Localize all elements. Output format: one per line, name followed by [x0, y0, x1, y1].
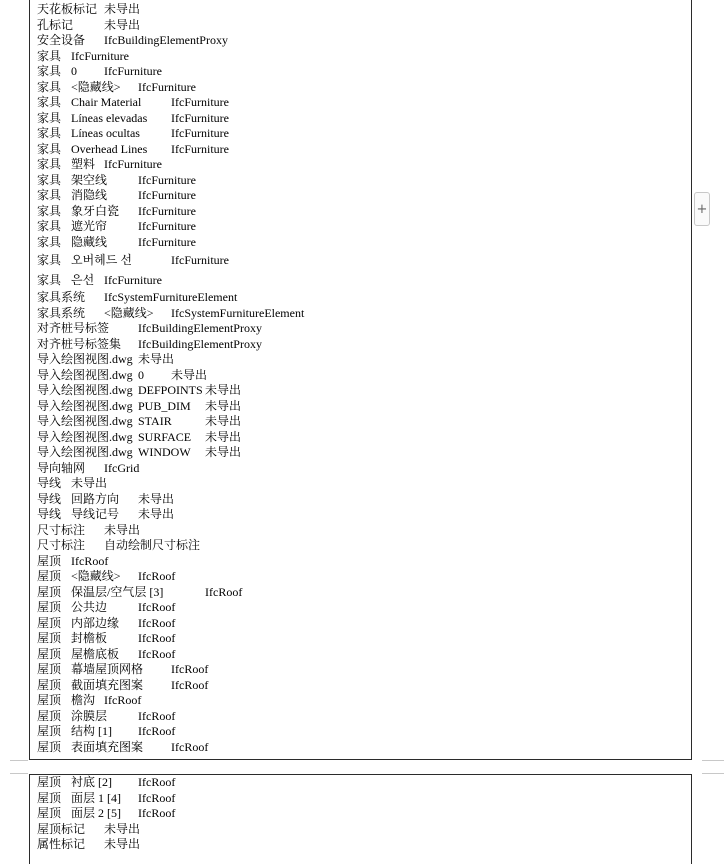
- category-cell: 导入绘图视图.dwg: [37, 398, 133, 413]
- category-cell: 家具: [37, 172, 62, 187]
- category-cell: 导入绘图视图.dwg: [37, 414, 133, 428]
- document-page-1: [29, 0, 692, 760]
- category-cell: 屋顶: [37, 569, 62, 583]
- category-cell: 屋顶: [37, 708, 62, 723]
- category-cell: 家具: [37, 64, 62, 78]
- category-cell: 家具: [37, 203, 62, 218]
- ifc-class-cell: IfcRoof: [205, 584, 243, 599]
- document-page-2: [29, 774, 692, 864]
- ifc-class-cell: IfcRoof: [171, 662, 209, 676]
- expand-plus-button[interactable]: [694, 192, 710, 226]
- ifc-class-cell: IfcRoof: [104, 693, 142, 707]
- subcategory-cell: Líneas ocultas: [71, 126, 140, 140]
- subcategory-cell: 面层 2 [5]: [71, 806, 121, 820]
- ifc-class-cell: IfcRoof: [171, 677, 209, 692]
- page-break-mark-right: [702, 773, 724, 774]
- category-cell: 家具: [37, 141, 62, 156]
- subcategory-cell: STAIR: [138, 414, 172, 428]
- subcategory-cell: Líneas elevadas: [71, 110, 148, 125]
- ifc-class-cell: IfcRoof: [138, 724, 176, 738]
- category-cell: 尺寸标注: [37, 538, 86, 552]
- category-cell: 导入绘图视图.dwg: [37, 445, 133, 459]
- subcategory-cell: 自动绘制尺寸标注: [104, 538, 201, 552]
- category-cell: 屋顶: [37, 615, 62, 630]
- ifc-class-cell: 未导出: [205, 414, 242, 428]
- category-cell: 家具: [37, 79, 62, 94]
- category-cell: 屋顶: [37, 662, 62, 676]
- subcategory-cell: 塑料: [71, 157, 96, 171]
- ifc-class-cell: IfcFurniture: [138, 188, 196, 202]
- category-cell: 家具系统: [37, 290, 86, 304]
- subcategory-cell: <隐藏线>: [71, 79, 121, 94]
- subcategory-cell: 导线记号: [71, 507, 120, 521]
- ifc-class-cell: IfcRoof: [138, 790, 176, 805]
- subcategory-cell: 은선: [71, 273, 95, 287]
- category-cell: 家具系统: [37, 305, 86, 320]
- category-cell: 家具: [37, 95, 62, 109]
- ifc-class-cell: 未导出: [205, 383, 242, 397]
- category-cell: 屋顶: [37, 806, 62, 820]
- category-cell: 屋顶: [37, 739, 62, 754]
- ifc-class-cell: 未导出: [138, 507, 175, 521]
- category-cell: 天花板标记: [37, 2, 98, 16]
- subcategory-cell: <隐藏线>: [104, 305, 154, 320]
- ifc-class-cell: IfcRoof: [138, 708, 176, 723]
- ifc-class-cell: 未导出: [205, 445, 242, 459]
- category-cell: 孔标记: [37, 17, 74, 32]
- category-cell: 家具: [37, 157, 62, 171]
- ifc-class-cell: 未导出: [71, 476, 108, 490]
- category-cell: 导入绘图视图.dwg: [37, 429, 133, 444]
- ifc-class-cell: 未导出: [104, 2, 141, 16]
- category-cell: 家具: [37, 253, 62, 267]
- ifc-class-cell: IfcFurniture: [138, 234, 196, 249]
- category-cell: 屋顶: [37, 631, 62, 645]
- category-cell: 家具: [37, 48, 62, 63]
- subcategory-cell: Overhead Lines: [71, 141, 148, 156]
- ifc-class-cell: IfcFurniture: [138, 172, 196, 187]
- ifc-class-cell: IfcRoof: [138, 615, 176, 630]
- category-cell: 尺寸标注: [37, 522, 86, 537]
- category-cell: 屋顶: [37, 693, 62, 707]
- ifc-class-cell: IfcFurniture: [71, 48, 129, 63]
- ifc-class-cell: IfcRoof: [138, 631, 176, 645]
- category-cell: 家具: [37, 110, 62, 125]
- ifc-class-cell: IfcRoof: [138, 600, 176, 614]
- ifc-class-cell: 未导出: [104, 17, 141, 32]
- subcategory-cell: 檐沟: [71, 693, 96, 707]
- subcategory-cell: 保温层/空气层 [3]: [71, 584, 164, 599]
- category-cell: 导线: [37, 476, 62, 490]
- page-break-mark-left: [10, 760, 28, 761]
- ifc-class-cell: IfcRoof: [138, 775, 176, 789]
- category-cell: 屋顶标记: [37, 821, 86, 836]
- ifc-class-cell: IfcFurniture: [138, 219, 196, 233]
- category-cell: 导入绘图视图.dwg: [37, 367, 133, 382]
- ifc-class-cell: 未导出: [104, 522, 141, 537]
- ifc-class-cell: IfcFurniture: [171, 141, 229, 156]
- ifc-class-cell: 未导出: [205, 429, 242, 444]
- ifc-class-cell: 未导出: [104, 837, 141, 851]
- subcategory-cell: Chair Material: [71, 95, 142, 109]
- category-cell: 导线: [37, 491, 62, 506]
- ifc-class-cell: IfcFurniture: [171, 253, 229, 267]
- ifc-class-cell: 未导出: [138, 491, 175, 506]
- category-cell: 家具: [37, 188, 62, 202]
- subcategory-cell: WINDOW: [138, 445, 191, 459]
- ifc-class-cell: 未导出: [138, 352, 175, 366]
- subcategory-cell: <隐藏线>: [71, 569, 121, 583]
- ifc-class-cell: IfcFurniture: [171, 95, 229, 109]
- ifc-class-cell: IfcSystemFurnitureElement: [104, 290, 238, 304]
- subcategory-cell: 衬底 [2]: [71, 775, 112, 789]
- ifc-class-cell: IfcRoof: [171, 739, 209, 754]
- page-break-mark-left: [10, 773, 28, 774]
- category-cell: 安全设备: [37, 33, 86, 47]
- category-cell: 对齐桩号标签: [37, 321, 110, 335]
- ifc-class-cell: IfcRoof: [71, 553, 109, 568]
- ifc-class-cell: IfcGrid: [104, 460, 140, 475]
- subcategory-cell: 遮光帘: [71, 219, 108, 233]
- ifc-class-cell: IfcFurniture: [171, 110, 229, 125]
- subcategory-cell: 截面填充图案: [71, 677, 144, 692]
- subcategory-cell: 结构 [1]: [71, 724, 112, 738]
- category-cell: 家具: [37, 219, 62, 233]
- subcategory-cell: PUB_DIM: [138, 398, 191, 413]
- ifc-class-cell: IfcBuildingElementProxy: [138, 336, 262, 351]
- category-cell: 家具: [37, 126, 62, 140]
- category-cell: 屋顶: [37, 646, 62, 661]
- subcategory-cell: 公共边: [71, 600, 108, 614]
- category-cell: 屋顶: [37, 553, 62, 568]
- category-cell: 屋顶: [37, 677, 62, 692]
- subcategory-cell: 象牙白瓷: [71, 203, 120, 218]
- ifc-class-cell: IfcRoof: [138, 569, 176, 583]
- subcategory-cell: 오버헤드 선: [71, 253, 132, 267]
- subcategory-cell: SURFACE: [138, 429, 192, 444]
- ifc-class-cell: IfcBuildingElementProxy: [138, 321, 262, 335]
- category-cell: 屋顶: [37, 600, 62, 614]
- ifc-class-cell: IfcFurniture: [104, 64, 162, 78]
- category-cell: 属性标记: [37, 837, 86, 851]
- subcategory-cell: 回路方向: [71, 491, 120, 506]
- subcategory-cell: 消隐线: [71, 188, 108, 202]
- category-cell: 导线: [37, 507, 62, 521]
- ifc-class-cell: IfcFurniture: [104, 157, 162, 171]
- ifc-class-cell: IfcFurniture: [171, 126, 229, 140]
- ifc-class-cell: IfcFurniture: [138, 79, 196, 94]
- ifc-class-cell: IfcFurniture: [138, 203, 196, 218]
- ifc-class-cell: 未导出: [171, 367, 208, 382]
- subcategory-cell: 表面填充图案: [71, 739, 144, 754]
- subcategory-cell: 面层 1 [4]: [71, 790, 121, 805]
- subcategory-cell: 0: [138, 367, 144, 382]
- subcategory-cell: 屋檐底板: [71, 646, 120, 661]
- subcategory-cell: 0: [71, 64, 77, 78]
- category-cell: 对齐桩号标签集: [37, 336, 122, 351]
- category-cell: 导入绘图视图.dwg: [37, 383, 133, 397]
- subcategory-cell: 封檐板: [71, 631, 108, 645]
- category-cell: 屋顶: [37, 584, 62, 599]
- category-cell: 家具: [37, 234, 62, 249]
- subcategory-cell: 幕墙屋顶网格: [71, 662, 144, 676]
- ifc-class-cell: IfcRoof: [138, 646, 176, 661]
- page-break-mark-right: [702, 760, 724, 761]
- subcategory-cell: 涂膜层: [71, 708, 108, 723]
- ifc-class-cell: IfcSystemFurnitureElement: [171, 305, 305, 320]
- subcategory-cell: 内部边缘: [71, 615, 120, 630]
- plus-icon: +: [696, 201, 708, 217]
- subcategory-cell: DEFPOINTS: [138, 383, 203, 397]
- subcategory-cell: 架空线: [71, 172, 108, 187]
- ifc-class-cell: IfcBuildingElementProxy: [104, 33, 228, 47]
- category-cell: 导入绘图视图.dwg: [37, 352, 133, 366]
- subcategory-cell: 隐藏线: [71, 234, 108, 249]
- ifc-class-cell: IfcRoof: [138, 806, 176, 820]
- category-cell: 屋顶: [37, 724, 62, 738]
- ifc-class-cell: 未导出: [205, 398, 242, 413]
- ifc-class-cell: 未导出: [104, 821, 141, 836]
- category-cell: 导向轴网: [37, 460, 86, 475]
- category-cell: 屋顶: [37, 790, 62, 805]
- category-cell: 家具: [37, 273, 62, 287]
- ifc-class-cell: IfcFurniture: [104, 273, 162, 287]
- category-cell: 屋顶: [37, 775, 62, 789]
